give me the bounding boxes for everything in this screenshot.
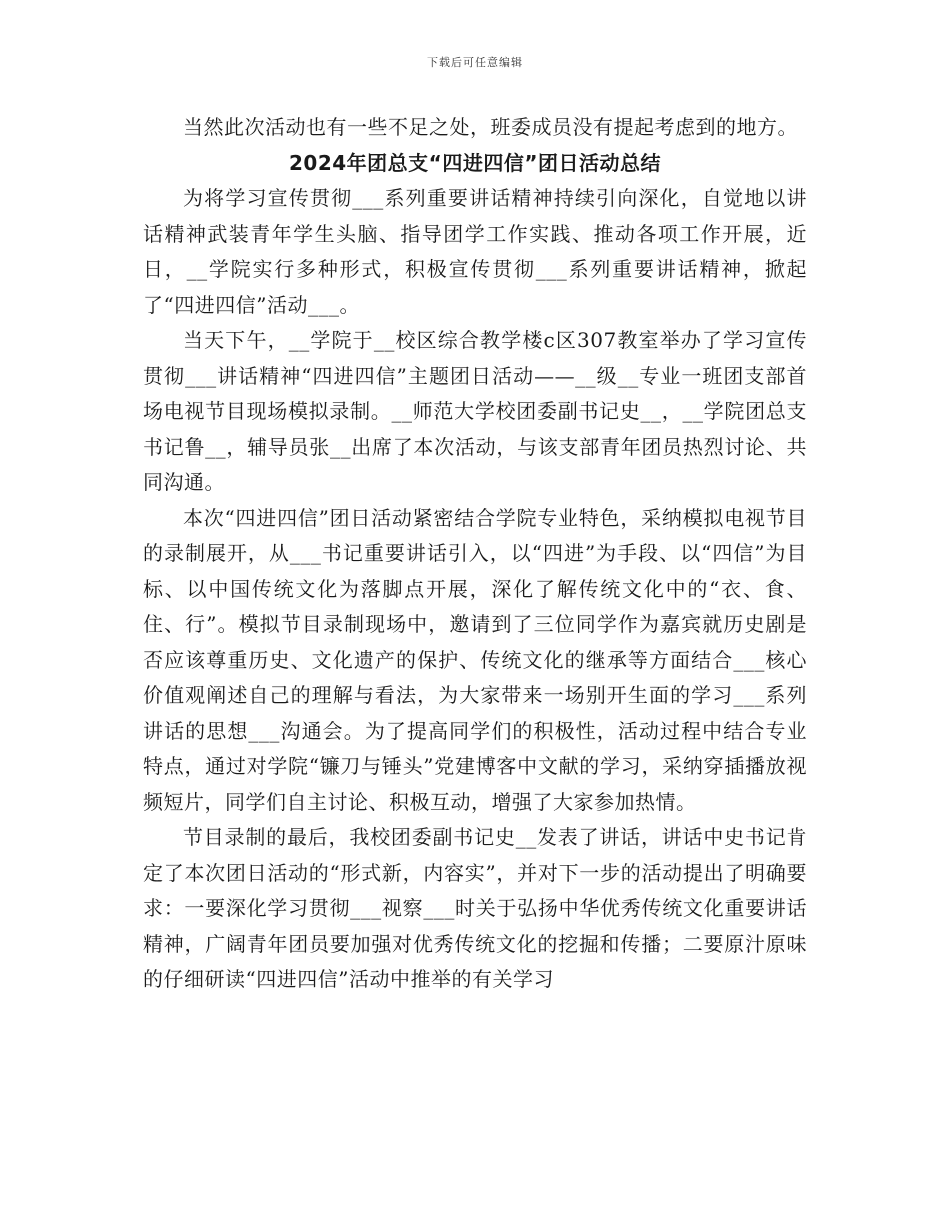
- body-paragraph-1: 为将学习宣传贯彻___系列重要讲话精神持续引向深化，自觉地以讲话精神武装青年学生头脑、指导团学工作实践、推动各项工作开展，近日，__学院实行多种形式，积极宣传贯彻___系列重要讲话精神，掀起了“四进四信”活动___。: [143, 186, 807, 317]
- document-body: [143, 110, 807, 998]
- intro-paragraph: 当然此次活动也有一些不足之处，班委成员没有提起考虑到的地方。: [183, 115, 798, 139]
- document-title: 2024年团总支“四进四信”团日活动总结: [289, 150, 661, 175]
- body-paragraph-4: 节目录制的最后，我校团委副书记史__发表了讲话，讲话中史书记肯定了本次团日活动的“形式新，内容实”，并对下一步的活动提出了明确要求：一要深化学习贯彻___视察___时关于弘扬中华优秀传统文化重要讲话精神，广阔青年团员要加强对优秀传统文化的挖掘和传播；二要原汁原味的仔细研读“四进四信”活动中推举的有关学习: [143, 825, 807, 991]
- body-paragraph-3: 本次“四进四信”团日活动紧密结合学院专业特色，采纳模拟电视节目的录制展开，从___书记重要讲话引入，以“四进”为手段、以“四信”为目标、以中国传统文化为落脚点开展，深化了解传统文化中的“衣、食、住、行”。模拟节目录制现场中，邀请到了三位同学作为嘉宾就历史剧是否应该尊重历史、文化遗产的保护、传统文化的继承等方面结合___核心价值观阐述自己的理解与看法，为大家带来一场别开生面的学习___系列讲话的思想___沟通会。为了提高同学们的积极性，活动过程中结合专业特点，通过对学院“镰刀与锤头”党建博客中文献的学习，采纳穿插播放视频短片，同学们自主讨论、积极互动，增强了大家参加热情。: [143, 505, 807, 814]
- body-paragraph-2: 当天下午，__学院于__校区综合教学楼c区307教室举办了学习宣传贯彻___讲话精神“四进四信”主题团日活动——__级__专业一班团支部首场电视节目现场模拟录制。__师范大学校团委副书记史__，__学院团总支书记鲁__，辅导员张__出席了本次活动，与该支部青年团员热烈讨论、共同沟通。: [143, 328, 807, 494]
- header-note: 下载后可任意编辑: [427, 56, 523, 69]
